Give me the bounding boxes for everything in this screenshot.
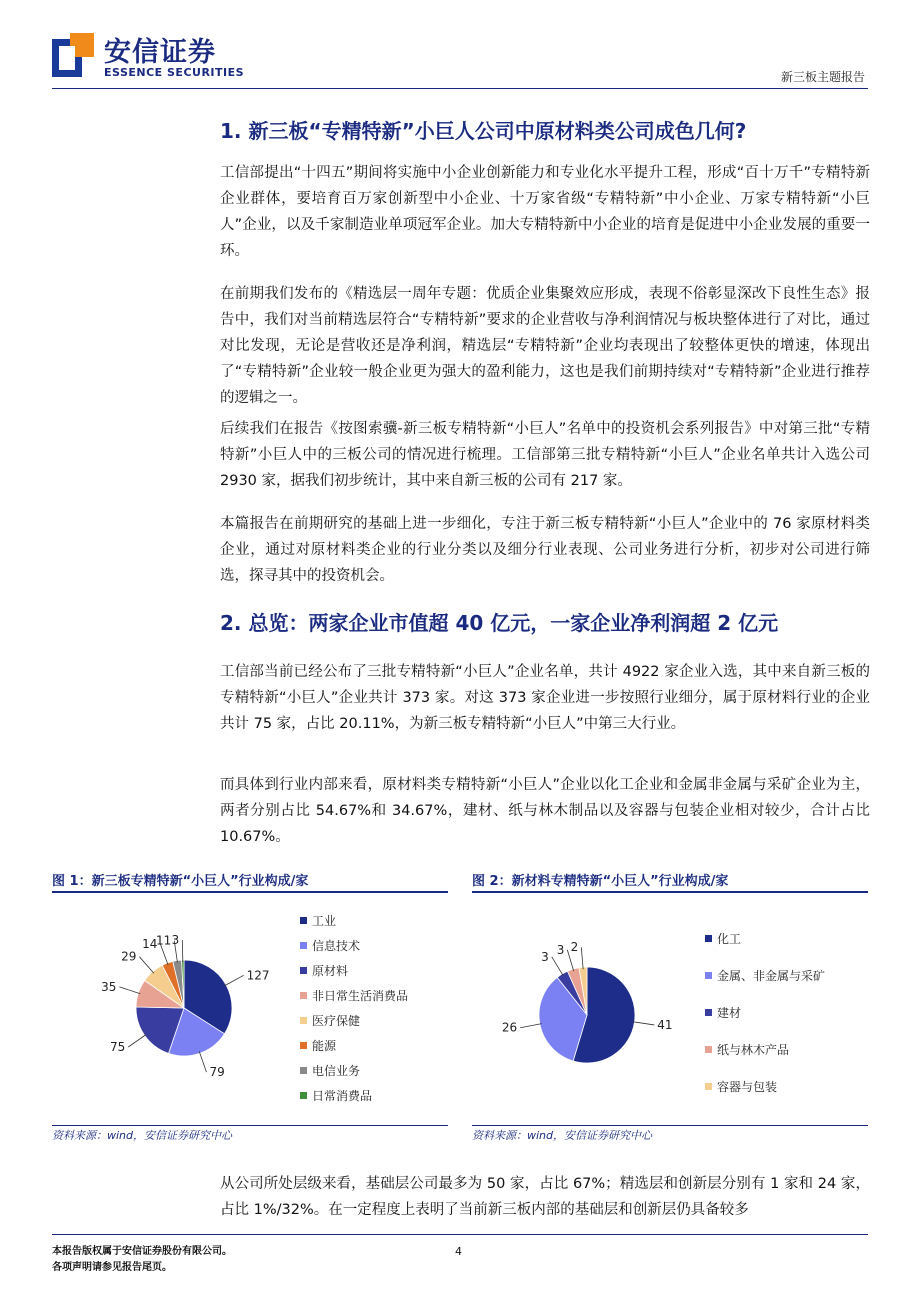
logo-chinese-name: 安信证券: [104, 37, 216, 68]
pie-leader-line-1: [633, 1022, 655, 1025]
legend-item-7: [300, 1058, 408, 1083]
legend-swatch: [300, 967, 307, 974]
legend-swatch: [300, 942, 307, 949]
figure1-bottom-rule: [52, 1125, 448, 1126]
legend-label: 化工: [717, 932, 742, 946]
legend-label: 非日常生活消费品: [312, 989, 409, 1003]
legend-item-2: [705, 957, 825, 994]
pie-leader-line-8: [182, 940, 183, 962]
page-number: 4: [455, 1245, 462, 1258]
header-divider: [52, 88, 868, 89]
legend-item-2: [300, 933, 408, 958]
pie-data-label-5: 2: [570, 940, 579, 955]
legend-swatch: [705, 972, 712, 979]
section1-paragraph-3: 后续我们在报告《按图索骥-新三板专精特新“小巨人”名单中的投资机会系列报告》中对第三批“专精特新”小巨人中的三板公司的情况进行梳理。工信部第三批专精特新“小巨人”企业名单共计入选公司 2930 家，据我们初步统计，其中来自新三板的公司有 217 家。: [220, 421, 870, 489]
legend-label: 建材: [717, 1006, 742, 1020]
pie-leader-line-3: [128, 1034, 146, 1047]
pie-leader-line-5: [139, 957, 153, 974]
figure2-source: 资料来源：wind，安信证券研究中心: [472, 1129, 653, 1142]
pie-data-label-2: 26: [501, 1020, 518, 1035]
legend-label: 电信业务: [312, 1064, 361, 1078]
legend-swatch: [705, 1046, 712, 1053]
legend-label: 医疗保健: [312, 1014, 361, 1028]
legend-item-1: [300, 908, 408, 933]
pie-data-label-8: 3: [171, 933, 180, 948]
pie-data-label-2: 79: [209, 1065, 225, 1080]
figure2-bottom-rule: [472, 1125, 868, 1126]
figure2-pie-chart: [472, 895, 692, 1120]
figure1-title: 图 1：新三板专精特新“小巨人”行业构成/家: [52, 874, 309, 889]
pie-data-label-3: 75: [110, 1039, 126, 1054]
pie-data-label-1: 127: [246, 968, 270, 983]
legend-item-8: [300, 1083, 408, 1108]
figure1-source: 资料来源：wind，安信证券研究中心: [52, 1129, 233, 1142]
figure1-legend: [300, 908, 408, 1108]
figure2-legend: [705, 920, 825, 1105]
section2-paragraph-2: 而具体到行业内部来看，原材料类专精特新“小巨人”企业以化工企业和金属非金属与采矿企业为主，两者分别占比 54.67%和 34.67%，建材、纸与林木制品以及容器与包装企业相对较少，合计占比 10.67%。: [220, 777, 870, 845]
legend-swatch: [300, 1067, 307, 1074]
pie-data-label-6: 14: [142, 937, 158, 952]
legend-swatch: [300, 992, 307, 999]
legend-swatch: [300, 917, 307, 924]
section2-paragraph-3: 从公司所处层级来看，基础层公司最多为 50 家，占比 67%；精选层和创新层分别有 1 家和 24 家，占比 1%/32%。在一定程度上表明了当前新三板内部的基础层和创新层仍具备较多: [220, 1176, 870, 1218]
section2-title: 2. 总览：两家企业市值超 40 亿元，一家企业净利润超 2 亿元: [220, 611, 779, 635]
pie-data-label-4: 35: [101, 979, 117, 994]
legend-item-4: [300, 983, 408, 1008]
pie-leader-line-5: [581, 947, 583, 969]
legend-swatch: [300, 1092, 307, 1099]
logo-mark: [52, 33, 94, 77]
section1-paragraph-2: 在前期我们发布的《精选层一周年专题：优质企业集聚效应形成，表现不俗彰显深改下良性生态》报告中，我们对当前精选层符合“专精特新”要求的企业营收与净利润情况与板块整体进行了对比，通过对比发现，无论是营收还是净利润，精选层“专精特新”企业均表现出了较整体更快的增速，体现出了“专精特新”企业较一般企业更为强大的盈利能力，这也是我们前期持续对“专精特新”企业进行推荐的逻辑之一。: [220, 286, 870, 406]
legend-label: 工业: [312, 914, 337, 928]
pie-leader-line-2: [520, 1024, 542, 1028]
figure1-pie-chart: [52, 895, 282, 1120]
legend-label: 原材料: [312, 964, 349, 978]
legend-swatch: [300, 1042, 307, 1049]
pie-data-label-7: 11: [156, 933, 172, 948]
figure1-top-rule: [52, 891, 448, 893]
pie-leader-line-4: [119, 987, 140, 994]
section1-paragraph-1: 工信部提出“十四五”期间将实施中小企业创新能力和专业化水平提升工程，形成“百十万千”专精特新企业群体，要培育百万家创新型中小企业、十万家省级“专精特新”中小企业、万家专精特新“小巨人”企业，以及千家制造业单项冠军企业。加大专精特新中小企业的培育是促进中小企业发展的重要一环。: [220, 165, 870, 259]
footer-divider: [52, 1234, 868, 1235]
pie-data-label-4: 3: [556, 942, 565, 957]
logo-english-name: ESSENCE SECURITIES: [104, 66, 245, 79]
legend-item-6: [300, 1033, 408, 1058]
legend-item-1: [705, 920, 825, 957]
pie-data-label-3: 3: [541, 949, 549, 964]
pie-data-label-5: 29: [121, 949, 137, 964]
legend-swatch: [705, 935, 712, 942]
report-type: 新三板主题报告: [780, 70, 865, 84]
legend-swatch: [300, 1017, 307, 1024]
legend-item-3: [300, 958, 408, 983]
pie-leader-line-1: [224, 975, 243, 986]
legend-item-3: [705, 994, 825, 1031]
legend-label: 信息技术: [312, 939, 361, 953]
legend-swatch: [705, 1083, 712, 1090]
section1-title: 1. 新三板“专精特新”小巨人公司中原材料类公司成色几何?: [220, 119, 747, 143]
pie-leader-line-2: [199, 1051, 206, 1072]
footer-copyright: 本报告版权属于安信证券股份有限公司。: [52, 1246, 232, 1257]
legend-swatch: [705, 1009, 712, 1016]
legend-item-4: [705, 1031, 825, 1068]
section2-paragraph-1: 工信部当前已经公布了三批专精特新“小巨人”企业名单，共计 4922 家企业入选，其中来自新三板的专精特新“小巨人”企业共计 373 家。对这 373 家企业进一步按照行业细分，属于原材料行业的企业共计 75 家，占比 20.11%，为新三板专精特新“小巨人”中第三大行业。: [220, 664, 870, 732]
legend-label: 能源: [312, 1039, 337, 1053]
legend-item-5: [705, 1068, 825, 1105]
legend-item-5: [300, 1008, 408, 1033]
footer-disclaimer: 各项声明请参见报告尾页。: [52, 1262, 172, 1273]
figure2-top-rule: [472, 891, 868, 893]
legend-label: 日常消费品: [312, 1089, 373, 1103]
pie-data-label-1: 41: [657, 1017, 673, 1032]
legend-label: 纸与林木产品: [717, 1043, 790, 1057]
legend-label: 金属、非金属与采矿: [717, 969, 826, 983]
figure2-title: 图 2：新材料专精特新“小巨人”行业构成/家: [472, 874, 729, 889]
section1-paragraph-4: 本篇报告在前期研究的基础上进一步细化，专注于新三板专精特新“小巨人”企业中的 76 家原材料类企业，通过对原材料类企业的行业分类以及细分行业表现、公司业务进行分析，初步对公司进行筛选，探寻其中的投资机会。: [220, 516, 870, 584]
pie-leader-line-3: [552, 957, 563, 976]
legend-label: 容器与包装: [717, 1080, 778, 1094]
